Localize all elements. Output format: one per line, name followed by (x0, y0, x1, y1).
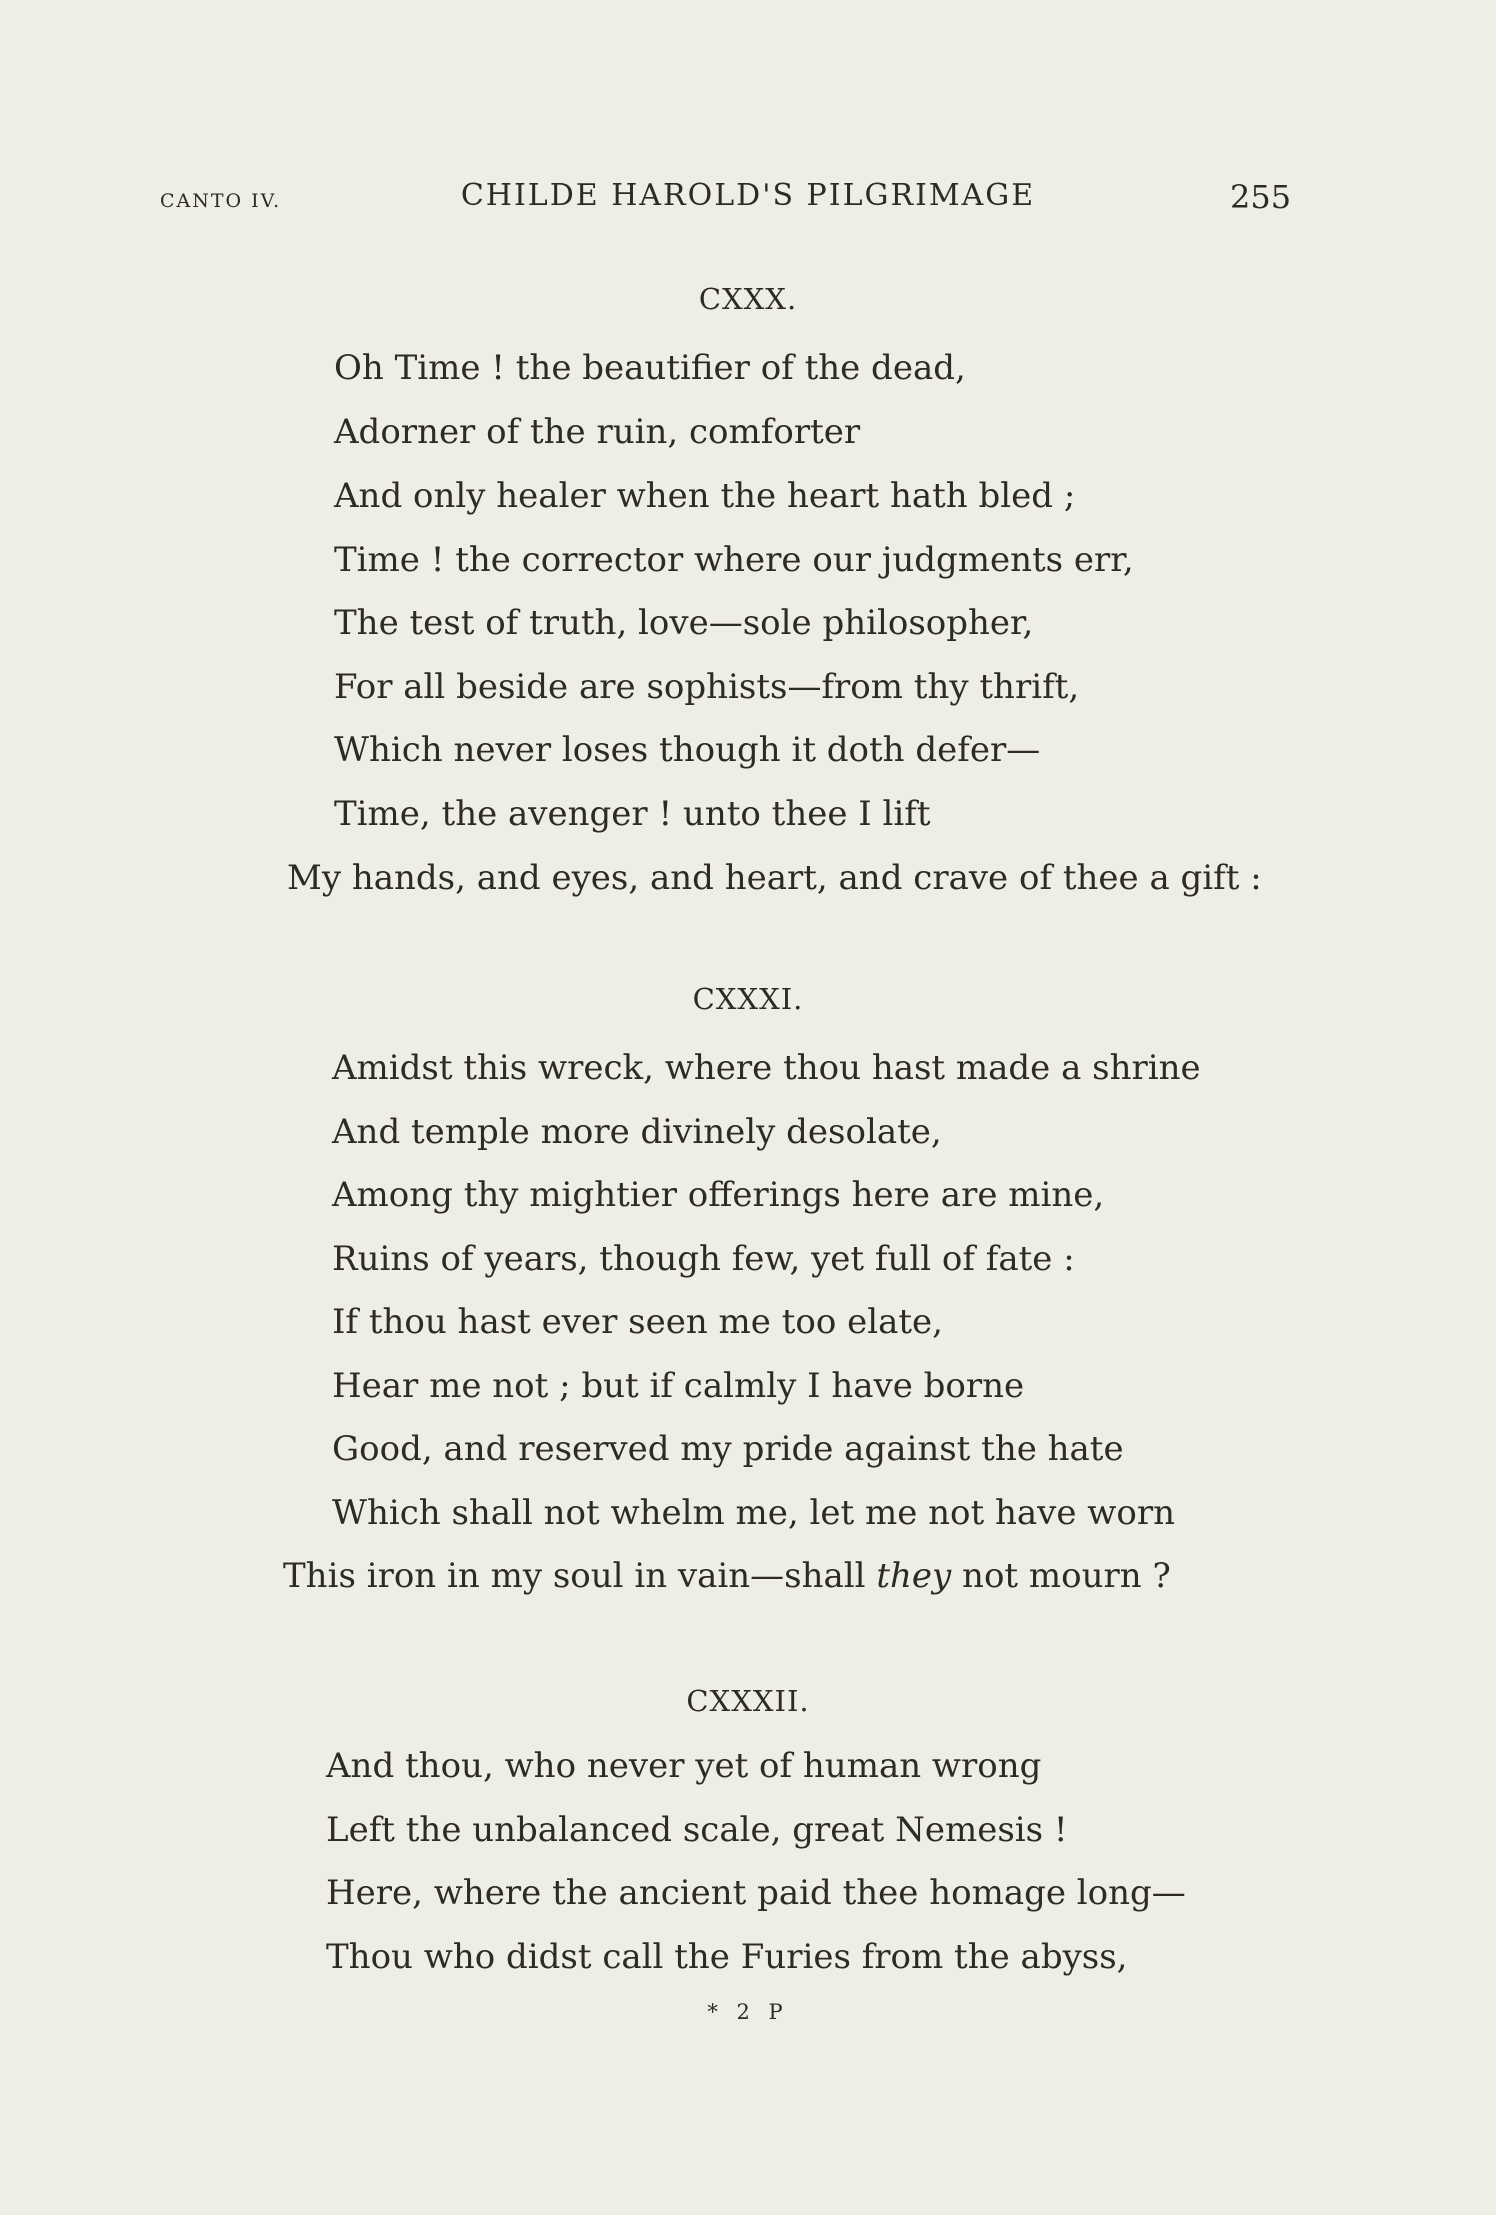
verse-line: Which shall not whelm me, let me not have worn (332, 1493, 1175, 1533)
verse-line: The test of truth, love—sole philosopher, (334, 603, 1034, 643)
book-title: CHILDE HAROLD'S PILGRIMAGE (460, 178, 1036, 213)
canto-label: CANTO IV. (160, 190, 282, 212)
verse-line: My hands, and eyes, and heart, and crave of thee a gift : (287, 858, 1262, 898)
stanza-number: CXXX. (698, 282, 798, 316)
running-head (0, 178, 1496, 218)
verse-line: For all beside are sophists—from thy thrift, (334, 667, 1080, 707)
verse-line: Ruins of years, though few, yet full of fate : (332, 1239, 1075, 1279)
stanza-number: CXXXI. (692, 982, 804, 1016)
verse-line: Thou who didst call the Furies from the abyss, (326, 1937, 1128, 1977)
verse-line-final (283, 1556, 1171, 1596)
verse-text: This iron in my soul in vain—shall (283, 1556, 877, 1596)
verse-line: And thou, who never yet of human wrong (326, 1746, 1042, 1786)
verse-text: not mourn ? (951, 1556, 1171, 1596)
verse-line: And temple more divinely desolate, (332, 1112, 942, 1152)
stanza-number: CXXXII. (686, 1684, 810, 1718)
verse-line: Amidst this wreck, where thou hast made a shrine (332, 1048, 1201, 1088)
verse-line: Here, where the ancient paid thee homage long— (326, 1873, 1186, 1913)
verse-line: Among thy mightier offerings here are mine, (332, 1175, 1105, 1215)
verse-italic: they (876, 1556, 952, 1596)
verse-line: Left the unbalanced scale, great Nemesis ! (326, 1810, 1068, 1850)
verse-line: And only healer when the heart hath bled ; (334, 476, 1076, 516)
verse-line: Hear me not ; but if calmly I have borne (332, 1366, 1025, 1406)
verse-line: Adorner of the ruin, comforter (334, 412, 861, 452)
verse-line: Which never loses though it doth defer— (334, 730, 1041, 770)
verse-line: If thou hast ever seen me too elate, (332, 1302, 943, 1342)
verse-line: Time ! the corrector where our judgments err, (334, 540, 1134, 580)
verse-line: Good, and reserved my pride against the hate (332, 1429, 1124, 1469)
verse-line: Oh Time ! the beautifier of the dead, (334, 348, 966, 388)
verse-line: Time, the avenger ! unto thee I lift (334, 794, 931, 834)
page-number: 255 (1230, 178, 1292, 216)
signature-mark: * 2 P (707, 2000, 789, 2024)
